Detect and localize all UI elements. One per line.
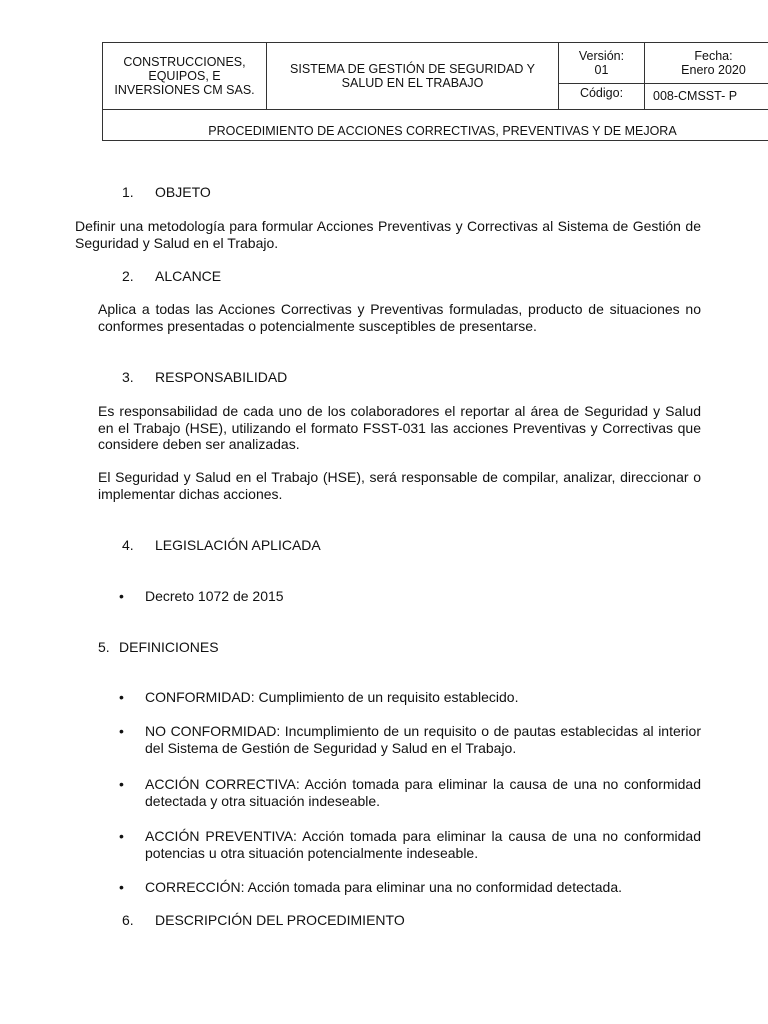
system-name-cell: SISTEMA DE GESTIÓN DE SEGURIDAD Y SALUD EN EL TRABAJO: [267, 43, 559, 110]
list-item-definition: [119, 776, 701, 809]
bullet: •: [119, 776, 124, 792]
section-number: 5.: [98, 639, 110, 655]
section-number: 2.: [122, 268, 134, 284]
list-item-definition: [119, 723, 701, 756]
list-item-text: ACCIÓN PREVENTIVA: Acción tomada para eliminar la causa de una no conformidad potencias u otra situación potencialmente indeseable.: [145, 828, 701, 861]
date-value: Enero 2020: [681, 62, 746, 77]
list-item-text: NO CONFORMIDAD: Incumplimiento de un requisito o de pautas establecidas al interior del Sistema de Gestión de Seguridad y Salud en el Trabajo.: [145, 723, 701, 756]
list-item-definition: [119, 879, 701, 896]
section-number: 3.: [122, 369, 134, 385]
bullet: •: [119, 828, 124, 844]
document-header-table: [102, 42, 768, 141]
section-title: LEGISLACIÓN APLICADA: [155, 537, 321, 553]
bullet: •: [119, 879, 124, 895]
bullet: •: [119, 689, 124, 705]
date-label: Fecha:: [694, 48, 733, 63]
paragraph-responsabilidad-1: Es responsabilidad de cada uno de los colaboradores el reportar al área de Seguridad y Salud en el Trabajo (HSE), utilizando el formato FSST-031 las acciones Preventivas y Correctivas que considere deben ser analizadas.: [98, 403, 701, 452]
version-cell: [559, 43, 645, 84]
paragraph-objeto: Definir una metodología para formular Acciones Preventivas y Correctivas al Sistema de Gestión de Seguridad y Salud en el Trabajo.: [75, 218, 701, 251]
section-title: OBJETO: [155, 184, 211, 200]
company-name-cell: CONSTRUCCIONES, EQUIPOS, E INVERSIONES CM SAS.: [103, 43, 267, 110]
paragraph-alcance: Aplica a todas las Acciones Correctivas y Preventivas formuladas, producto de situaciones no conformes presentadas o potencialmente susceptibles de presentarse.: [98, 301, 701, 334]
date-cell: [645, 43, 768, 84]
paragraph-responsabilidad-2: El Seguridad y Salud en el Trabajo (HSE), será responsable de compilar, analizar, direccionar o implementar dichas acciones.: [98, 469, 701, 502]
section-title: RESPONSABILIDAD: [155, 369, 288, 385]
list-item-legislation: [119, 588, 701, 605]
section-title: DEFINICIONES: [119, 639, 219, 655]
section-title: ALCANCE: [155, 268, 222, 284]
section-number: 4.: [122, 537, 134, 553]
section-number: 1.: [122, 184, 134, 200]
version-label: Versión:: [578, 48, 625, 63]
code-label: Código:: [559, 83, 645, 109]
bullet: •: [119, 723, 124, 739]
bullet: •: [119, 588, 124, 604]
section-number: 6.: [122, 912, 134, 928]
version-value: 01: [594, 62, 609, 77]
list-item-text: ACCIÓN CORRECTIVA: Acción tomada para eliminar la causa de una no conformidad detectada y otra situación indeseable.: [145, 776, 701, 809]
procedure-title: PROCEDIMIENTO DE ACCIONES CORRECTIVAS, PREVENTIVAS Y DE MEJORA: [103, 110, 768, 141]
list-item-text: CORRECCIÓN: Acción tomada para eliminar una no conformidad detectada.: [145, 879, 623, 895]
list-item-text: Decreto 1072 de 2015: [145, 588, 284, 604]
code-value: 008-CMSST- P: [645, 83, 768, 109]
section-title: DESCRIPCIÓN DEL PROCEDIMIENTO: [155, 912, 405, 928]
list-item-definition: [119, 689, 701, 706]
list-item-definition: [119, 828, 701, 861]
list-item-text: CONFORMIDAD: Cumplimiento de un requisito establecido.: [145, 689, 519, 705]
